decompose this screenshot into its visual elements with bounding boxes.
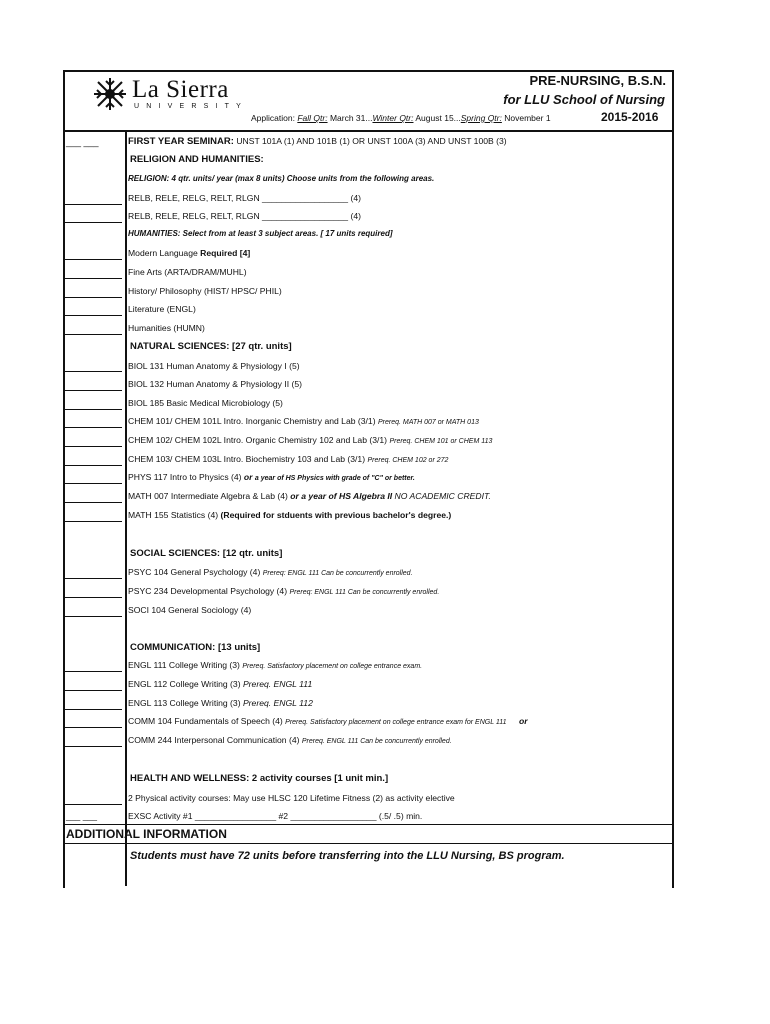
physical-activity-courses: 2 Physical activity courses: May use HLSC 120 Lifetime Fitness (2) as activity elective (128, 793, 455, 803)
transfer-requirement-note: Students must have 72 units before transferring into the LLU Nursing, BS program. (130, 850, 565, 862)
math-007-text: MATH 007 Intermediate Algebra & Lab (4) (128, 491, 288, 501)
chem-103 (128, 454, 448, 464)
phys-117-note: a year of HS Physics with grade of "C" or better. (254, 475, 415, 482)
additional-info-heading: ADDITIONAL INFORMATION (66, 827, 227, 841)
grade-blank[interactable] (65, 278, 122, 279)
grade-blank[interactable] (65, 465, 122, 466)
grade-blank[interactable] (65, 521, 122, 522)
comm-244-prereq: Prereq. ENGL 111 Can be concurrently enrolled. (301, 738, 452, 745)
modern-language-row (128, 248, 250, 258)
modern-language: Modern Language (128, 248, 198, 258)
grade-blank[interactable] (65, 446, 122, 447)
psyc-104 (128, 567, 413, 577)
engl-111-prereq: Prereq. Satisfactory placement on college entrance exam. (242, 663, 423, 670)
grade-blank[interactable] (65, 427, 122, 428)
history-philosophy: History/ Philosophy (HIST/ HPSC/ PHIL) (128, 286, 282, 296)
literature: Literature (ENGL) (128, 304, 196, 314)
grade-blank[interactable] (65, 709, 122, 710)
soci-104: SOCI 104 General Sociology (4) (128, 605, 252, 615)
phys-117-text: PHYS 117 Intro to Physics (4) (128, 472, 242, 482)
psyc-104-text: PSYC 104 General Psychology (4) (128, 567, 261, 577)
comm-104-prereq: Prereq. Satisfactory placement on college entrance exam for ENGL 111 (285, 719, 507, 726)
grade-blank[interactable] (65, 671, 122, 672)
psyc-234 (128, 586, 439, 596)
religion-course-1: RELB, RELE, RELG, RELT, RLGN __________________ (4) (128, 193, 361, 203)
engl-112-prereq: Prereq. ENGL 111 (242, 679, 313, 689)
communication-heading: COMMUNICATION: [13 units] (130, 642, 261, 653)
biol-185: BIOL 185 Basic Medical Microbiology (5) (128, 398, 283, 408)
religion-course-2: RELB, RELE, RELG, RELT, RLGN __________________ (4) (128, 211, 361, 221)
religion-instruction: RELIGION: 4 qtr. units/ year (max 8 units) Choose units from the following areas. (128, 174, 435, 183)
grade-blank[interactable] (65, 690, 122, 691)
social-sciences-heading: SOCIAL SCIENCES: [12 qtr. units] (130, 548, 283, 559)
fall-label: Fall Qtr: (297, 113, 328, 123)
math-007-note: NO ACADEMIC CREDIT. (394, 491, 491, 501)
math-007-or: or a year of HS Algebra II (290, 491, 393, 501)
first-year-seminar (128, 136, 507, 147)
humanities-instruction: HUMANITIES: Select from at least 3 subject areas. [ 17 units required] (128, 229, 393, 238)
snowflake-logo-icon (92, 76, 128, 112)
exsc-activity: EXSC Activity #1 _________________ #2 __________________ (.5/ .5) min. (128, 811, 423, 821)
application-deadlines (251, 113, 551, 123)
grade-blank[interactable] (65, 204, 122, 205)
biol-132: BIOL 132 Human Anatomy & Physiology II (5) (128, 379, 303, 389)
logo-subtitle: UNIVERSITY (134, 103, 249, 110)
additional-divider-top (63, 824, 672, 825)
phys-117-or: or (243, 472, 253, 482)
psyc-234-text: PSYC 234 Developmental Psychology (4) (128, 586, 288, 596)
chem-102 (128, 435, 492, 445)
grade-blank[interactable] (65, 578, 122, 579)
grade-blank[interactable] (65, 746, 122, 747)
chem-102-prereq: Prereq. CHEM 101 or CHEM 113 (389, 438, 493, 445)
first-year-blank[interactable]: ___ ___ (66, 137, 99, 147)
engl-113-text: ENGL 113 College Writing (3) (128, 698, 241, 708)
grade-blank[interactable] (65, 597, 122, 598)
grade-blank[interactable] (65, 502, 122, 503)
column-divider (125, 130, 127, 886)
la-sierra-logo (92, 76, 249, 112)
chem-103-prereq: Prereq. CHEM 102 or 272 (367, 457, 449, 464)
religion-heading: RELIGION AND HUMANITIES: (130, 154, 264, 165)
math-155 (128, 510, 451, 520)
phys-117 (128, 472, 415, 482)
fine-arts: Fine Arts (ARTA/DRAM/MUHL) (128, 267, 247, 277)
grade-blank[interactable] (65, 315, 122, 316)
grade-blank[interactable] (65, 804, 122, 805)
health-wellness-heading: HEALTH AND WELLNESS: 2 activity courses [1 unit min.] (130, 773, 389, 784)
humanities: Humanities (HUMN) (128, 323, 205, 333)
winter-label: Winter Qtr: (372, 113, 414, 123)
math-155-text: MATH 155 Statistics (4) (128, 510, 219, 520)
engl-112-text: ENGL 112 College Writing (3) (128, 679, 241, 689)
additional-divider-bottom (63, 843, 672, 844)
grade-blank[interactable] (65, 222, 122, 223)
math-007 (128, 491, 491, 501)
psyc-104-prereq: Prereq: ENGL 111 Can be concurrently enrolled. (262, 570, 413, 577)
grade-blank[interactable] (65, 297, 122, 298)
comm-244-text: COMM 244 Interpersonal Communication (4) (128, 735, 300, 745)
application-label: Application: (251, 113, 295, 123)
logo-wordmark: La Sierra (132, 76, 229, 103)
winter-date: August 15... (415, 113, 461, 123)
grade-blank[interactable] (65, 390, 122, 391)
chem-101 (128, 416, 479, 426)
activity-blank[interactable]: ___ ___ (66, 811, 98, 821)
math-155-note: (Required for stduents with previous bachelor's degree.) (220, 510, 452, 520)
chem-103-text: CHEM 103/ CHEM 103L Intro. Biochemistry 103 and Lab (3/1) (128, 454, 366, 464)
header-divider (63, 130, 672, 132)
grade-blank[interactable] (65, 334, 122, 335)
grade-blank[interactable] (65, 371, 122, 372)
engl-111 (128, 660, 422, 670)
academic-year: 2015-2016 (601, 110, 659, 124)
psyc-234-prereq: Prereq: ENGL 111 Can be concurrently enrolled. (289, 589, 440, 596)
chem-101-prereq: Prereq. MATH 007 or MATH 013 (377, 419, 479, 426)
comm-104-text: COMM 104 Fundamentals of Speech (4) (128, 716, 283, 726)
engl-113 (128, 698, 313, 708)
first-year-text: UNST 101A (1) AND 101B (1) OR UNST 100A (3) AND UNST 100B (3) (236, 136, 507, 146)
first-year-label: FIRST YEAR SEMINAR: (128, 136, 234, 147)
comm-104-or: or (518, 716, 528, 726)
fall-date: March 31... (329, 113, 373, 123)
grade-blank[interactable] (65, 409, 122, 410)
comm-244 (128, 735, 452, 745)
modern-language-required: Required [4] (200, 248, 251, 258)
chem-102-text: CHEM 102/ CHEM 102L Intro. Organic Chemistry 102 and Lab (3/1) (128, 435, 388, 445)
grade-blank[interactable] (65, 483, 122, 484)
engl-113-prereq: Prereq. ENGL 112 (242, 698, 313, 708)
grade-blank[interactable] (65, 727, 122, 728)
program-subtitle: for LLU School of Nursing (503, 92, 665, 107)
spring-date: November 1 (504, 113, 551, 123)
spring-label: Spring Qtr: (460, 113, 502, 123)
natural-sciences-heading: NATURAL SCIENCES: [27 qtr. units] (130, 341, 292, 352)
program-title: PRE-NURSING, B.S.N. (529, 73, 666, 88)
engl-112 (128, 679, 312, 689)
biol-131: BIOL 131 Human Anatomy & Physiology I (5) (128, 361, 300, 371)
grade-blank[interactable] (65, 259, 122, 260)
comm-104 (128, 716, 528, 726)
grade-blank[interactable] (65, 616, 122, 617)
chem-101-text: CHEM 101/ CHEM 101L Intro. Inorganic Chemistry and Lab (3/1) (128, 416, 376, 426)
engl-111-text: ENGL 111 College Writing (3) (128, 660, 240, 670)
